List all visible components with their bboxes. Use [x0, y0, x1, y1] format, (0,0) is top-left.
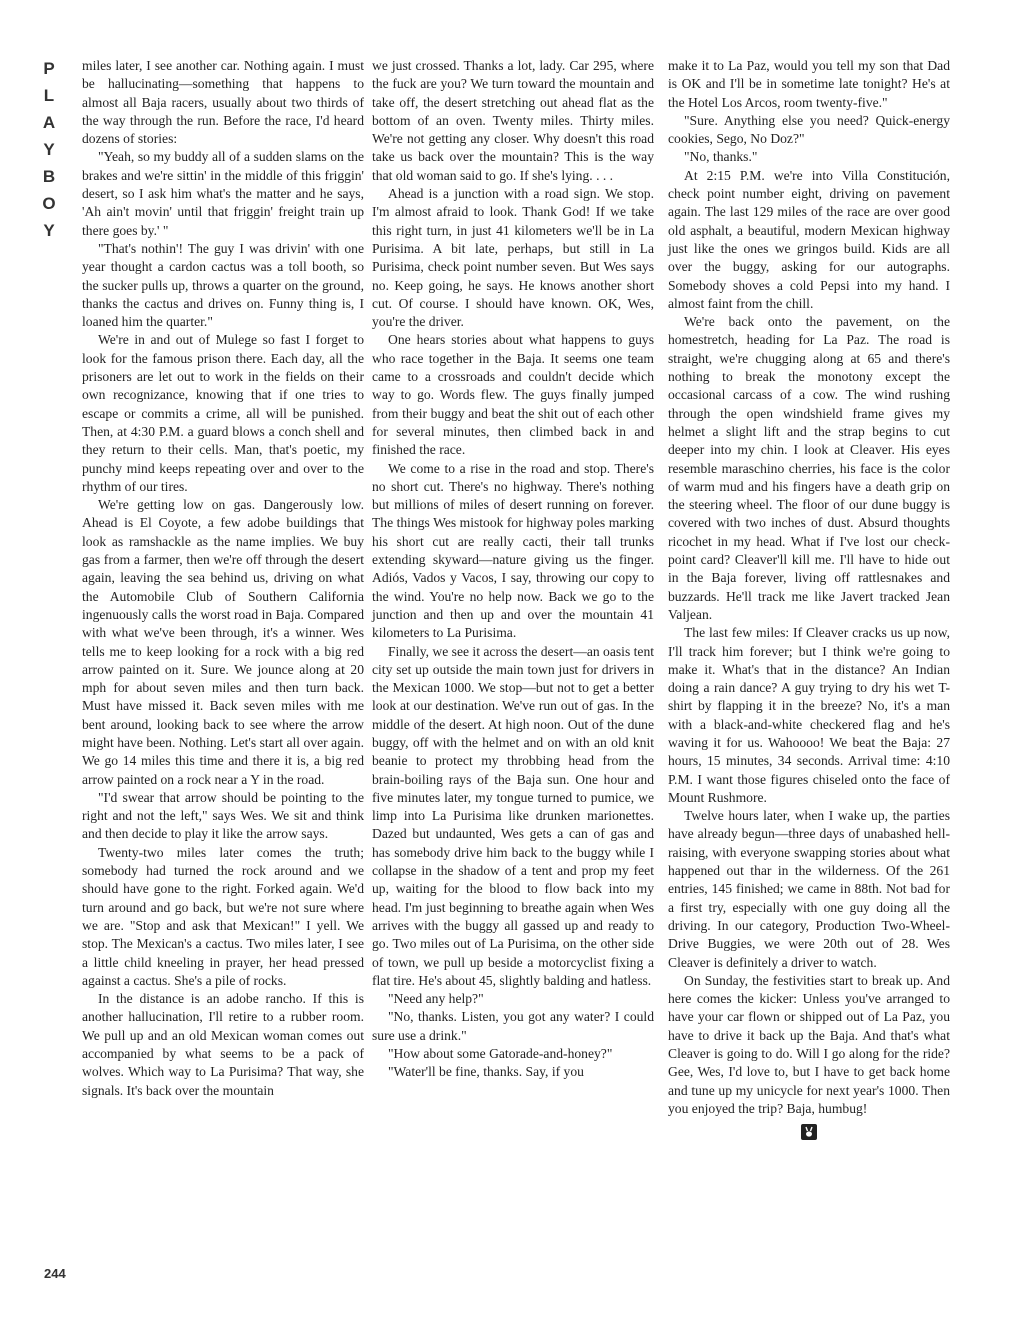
paragraph: We come to a rise in the road and stop. There's no short cut. There's no highway. There's nothing but millions of miles of desert running on forever. The things Wes mistook for highway poles marking his short cut are really cacti, their tall trunks extending skyward—nature giving us the finger. Adiós, Vados y Vacos, I say, throwing our copy to the wind. You're no help now. Back we go to the junction and then up and over the mountain 41 kilometers to La Purisima.	[372, 460, 654, 641]
bunny-end-mark-icon	[801, 1124, 817, 1140]
paragraph: We're in and out of Mulege so fast I forget to look for the famous prison there. Each day, all the prisoners are let out to work in the fields on their own recognizance, knowing that if one tries to escape or commits a crime, all will be punished. Then, at 4:30 P.M. a guard blows a conch shell and they return to their cells. Man, that's poetic, my punchy mind keeps repeating over and over to the rhythm of our tires.	[82, 332, 364, 494]
paragraph: Twenty-two miles later comes the truth; somebody had turned the rock around and we should have gone to the right. Forked again. We'd turn around and go back, but we're not sure where we are. "Stop and ask that Mexican!" I yell. We stop. The Mexican's a cactus. Two miles later, I see a little child kneeling in prayer, her head pressed against a cactus. She's a pile of rocks.	[82, 844, 364, 988]
masthead-letter: L	[43, 86, 55, 105]
paragraph: "Sure. Anything else you need? Quick-energy cookies, Sego, No Doz?"	[668, 112, 950, 147]
paragraph: "No, thanks."	[684, 149, 758, 165]
page-number: 244	[44, 1266, 66, 1281]
paragraph: "Need any help?"	[388, 991, 484, 1007]
masthead	[36, 55, 62, 244]
paragraph: "That's nothin'! The guy I was drivin' with one year thought a cardon cactus was a toll booth, so the sucker pulls up, throws a quarter on the ground, thanks the cactus and drives on. Funny thing is, I loaned him the quarter."	[82, 240, 364, 330]
masthead-letter: Y	[43, 221, 55, 240]
paragraph: miles later, I see another car. Nothing again. I must be hallucinating—something that happens to almost all Baja racers, usually about two thirds of the way through the run. Before the race, I'd heard dozens of stories:	[82, 58, 364, 147]
paragraph: In the distance is an adobe rancho. If this is another hallucination, I'll retire to a rubber room. We pull up and an old Mexican woman comes out accompanied by what seems to be a pack of wolves. Which way to La Purisima? That way, she signals. It's back over the mountain	[82, 991, 364, 1098]
paragraph: "Yeah, so my buddy all of a sudden slams on the brakes and we're sittin' in the middle of this friggin' desert, so I ask him what's the matter and he says, 'Ah ain't movin' until that friggin' freight train up there goes by.' "	[82, 149, 364, 238]
paragraph: We're getting low on gas. Dangerously low. Ahead is El Coyote, a few adobe buildings that look as ramshackle as the name implies. We buy gas from a farmer, then we're off through the desert again, leaving the sea behind us, driving on what the Automobile Club of Southern California ingenuously calls the worst road in Baja. Compared with what we've been through, it's a winner. Wes tells me to keep looking for a rock with a big red arrow painted on it. Sure. We jounce along at 20 mph for about seven miles and then turn back. Must have missed it. Back seven miles with me bent around, looking back to see where the arrow might have been. Nothing. Let's start all over again. We go 14 miles this time and there it is, a big red arrow painted on a rock near a Y in the road.	[82, 497, 364, 787]
paragraph: On Sunday, the festivities start to break up. And here comes the kicker: Unless you've arranged to have your car flown or shipped out of La Paz, you have to drive it back up the Baja. And that's what Cleaver is going to do. Will I go along for the ride? Gee, Wes, I'd love to, but I have to get back home and tune up my unicycle for next year's 1000. Then you enjoyed the trip? Baja, humbug!	[668, 972, 950, 1116]
paragraph: At 2:15 P.M. we're into Villa Constitución, check point number eight, driving on pavement again. The last 129 miles of the race are over good old asphalt, a beautiful, modern Mexican highway just like the ones we gringos build. Kids are all over the buggy, asking for our autographs. Somebody shoves a cold Pepsi into my hand. I almost faint from the chill.	[668, 167, 950, 311]
paragraph: Finally, we see it across the desert—an oasis tent city set up outside the main town just for drivers in the Mexican 1000. We stop—but not to get a better look at our destination. We've run out of gas. In the middle of the desert. At high noon. Out of the dune buggy, off with the helmet and on with an old knit beanie to protect my throbbing head from the brain-boiling rays of the Baja sun. One hour and five minutes later, my tongue turned to pumice, we limp into La Purisima like drunken marionettes. Dazed but undaunted, Wes gets a can of gas and has somebody drive him back to the buggy while I collapse in the shadow of a tent and prop my feet up, waiting for the blood to flow back into my head. I'm just beginning to breathe again when Wes arrives with the buggy all gassed up and ready to go. Two miles out of La Purisima, on the other side of town, we pull up beside a motorcyclist fixing a flat tire. He's about 45, slightly balding and hatless.	[372, 643, 655, 988]
text-column-2	[372, 57, 654, 1082]
paragraph: Ahead is a junction with a road sign. We stop. I'm almost afraid to look. Thank God! If we take this right turn, in just 41 kilometers we'll be in La Purisima. A bit late, perhaps, but still in La Purisima, check point number seven. But Wes says no. Keep going, he says. He knows another short cut. Of course. I should have known. OK, Wes, you're the driver.	[372, 186, 654, 330]
paragraph: "Water'll be fine, thanks. Say, if you	[388, 1064, 584, 1080]
masthead-letter: Y	[43, 140, 55, 159]
paragraph: we just crossed. Thanks a lot, lady. Car 295, where the fuck are you? We turn toward the mountain and take off, the desert stretching out ahead flat as the bottom of an oven. Twenty miles. Thirty miles. We're not getting any closer. Why doesn't this road take us back over the mountain? This is the way that old woman said to go. If she's lying. . . .	[372, 58, 654, 183]
paragraph: "No, thanks. Listen, you got any water? I could sure use a drink."	[372, 1009, 654, 1043]
paragraph: We're back onto the pavement, on the homestretch, heading for La Paz. The road is straight, we're chugging along at 65 and there's nothing to break the monotony except the occasional carcass of a cow. The wind rushing through the open windshield frame gives my helmet a slight lift and the strap begins to cut deeper into my chin. I look at Cleaver. His eyes resemble maraschino cherries, his face is the color of warm mud and his fingers have a death grip on the steering wheel. The floor of our dune buggy is covered with two inches of dust. Absurd thoughts ricochet in my head. What if I've lost our check-point card? Cleaver'll kill me. I'll have to hide out in the Baja forever, living off rattlesnakes and buzzards. He'll track me like Javert tracked Jean Valjean.	[668, 314, 950, 622]
masthead-letter: P	[43, 59, 55, 78]
paragraph: One hears stories about what happens to guys who race together in the Baja. It seems one team came to a crossroads and couldn't decide which way to go. Words flew. The guys finally jumped from their buggy and beat the shit out of each other for several minutes, then climbed back in and finished the race.	[372, 332, 654, 458]
masthead-letter: A	[42, 113, 56, 132]
text-column-1	[82, 57, 364, 1100]
paragraph: "I'd swear that arrow should be pointing to the right and not the left," says Wes. We sit and think and then decide to play it like the arrow says.	[82, 789, 364, 842]
masthead-letter: O	[42, 194, 56, 213]
paragraph: The last few miles: If Cleaver cracks us up now, I'll track him forever; but I think we're going to make it. What's that in the distance? An Indian doing a rain dance? A guy trying to dry his wet T-shirt by flapping it in the breeze? No, it's a man with a black-and-white checkered flag and he's waving it for us. Wahoooo! We beat the Baja: 27 hours, 15 minutes, 34 seconds. Arrival time: 4:10 P.M. I want those figures chiseled onto the face of Mount Rushmore.	[668, 625, 950, 805]
paragraph: Twelve hours later, when I wake up, the parties have already begun—three days of unabashed hell-raising, with everyone swapping stories about what happened out thar in the wilderness. Of the 261 entries, 145 finished; we came in 88th. Not bad for a first try, especially with one guy doing all the driving. In our category, Production Two-Wheel-Drive Buggies, we were 20th out of 28. Wes Cleaver is definitely a driver to watch.	[668, 808, 950, 970]
text-column-3	[668, 57, 950, 1140]
paragraph: "How about some Gatorade-and-honey?"	[388, 1046, 613, 1062]
paragraph: make it to La Paz, would you tell my son that Dad is OK and I'll be in sometime late tonight? He's at the Hotel Los Arcos, room twenty-five."	[668, 58, 950, 110]
masthead-letter: B	[42, 167, 56, 186]
